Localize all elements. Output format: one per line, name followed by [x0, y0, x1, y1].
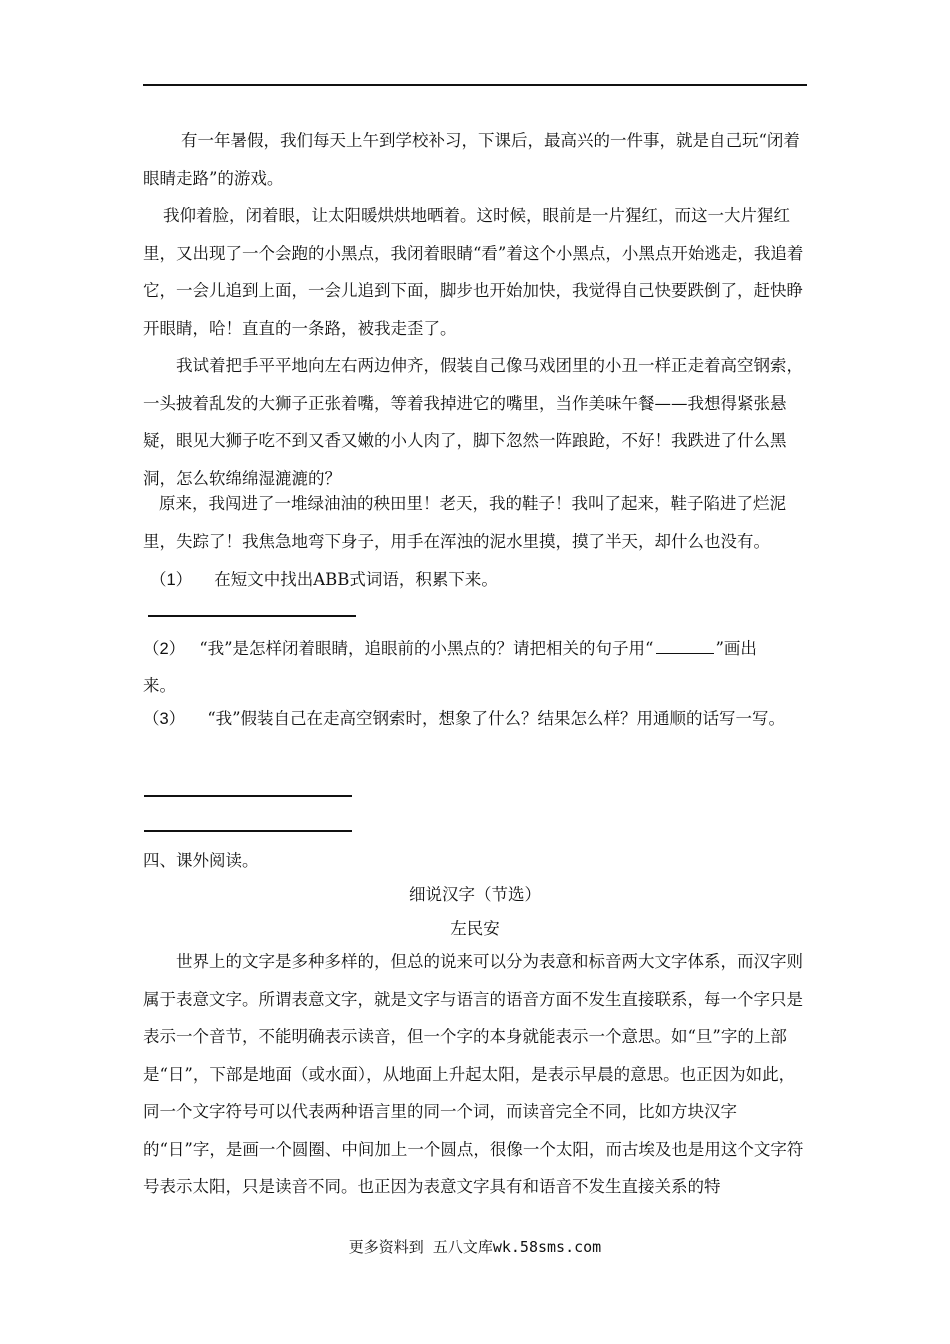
article-title: 细说汉字（节选） — [409, 885, 541, 904]
header-rule — [143, 84, 807, 86]
section-4-heading: 四、课外阅读。 — [143, 851, 259, 870]
passage1-paragraph-4: 原来，我闯进了一堆绿油油的秧田里！老天，我的鞋子！我叫了起来，鞋子陷进了烂泥里，失踪了！我焦急地弯下身子，用手在浑浊的泥水里摸，摸了半天，却什么也没有。 — [143, 494, 786, 551]
passage1-paragraph-2: 我仰着脸，闭着眼，让太阳暖烘烘地晒着。这时候，眼前是一片猩红，而这一大片猩红里，又出现了一个会跑的小黑点，我闭着眼睛“看”着这个小黑点，小黑点开始逃走，我追着它，一会儿追到上面，一会儿追到下面，脚步也开始加快，我觉得自己快要跌倒了，赶快睁开眼睛，哈！直直的一条路，被我走歪了。 — [143, 206, 804, 338]
underline-mark-sample — [656, 639, 714, 654]
question-1 — [150, 561, 830, 600]
passage1-paragraph-1: 有一年暑假，我们每天上午到学校补习，下课后，最高兴的一件事，就是自己玩“闭着眼睛走路”的游戏。 — [143, 131, 800, 188]
question-3-number: （3） — [143, 710, 186, 728]
article-paragraph-1: 世界上的文字是多种多样的，但总的说来可以分为表意和标音两大文字体系，而汉字则属于表意文字。所谓表意文字，就是文字与语言的语音方面不发生直接联系，每一个字只是表示一个音节，不能明确表示读音，但一个字的本身就能表示一个意思。如“旦”字的上部是“日”，下部是地面（或水面），从地面上升起太阳，是表示早晨的意思。也正因为如此，同一个文字符号可以代表两种语言里的同一个词，而读音完全不同，比如方块汉字的“日”字，是画一个圆圈、中间加上一个圆点，很像一个太阳，而古埃及也是用这个文字符号表示太阳，只是读音不同。也正因为表意文字具有和语音不发生直接关系的特 — [143, 952, 804, 1196]
question-2-continued: 来。 — [143, 676, 176, 695]
footer-text: 更多资料到 五八文库wk.58sms.com — [348, 1238, 602, 1256]
answer-line-q3-2[interactable] — [144, 830, 352, 832]
question-3 — [143, 700, 823, 739]
answer-line-q1[interactable] — [148, 615, 356, 617]
passage1-paragraph-3: 我试着把手平平地向左右两边伸齐，假装自己像马戏团里的小丑一样正走着高空钢索，一头披着乱发的大狮子正张着嘴，等着我掉进它的嘴里，当作美味午餐——我想得紧张悬疑，眼见大狮子吃不到又香又嫩的小人肉了，脚下忽然一阵踉跄，不好！我跌进了什么黑洞，怎么软绵绵湿漉漉的？ — [143, 356, 803, 488]
question-2-text: “我”是怎样闭着眼睛，追眼前的小黑点的？请把相关的句子用“ — [199, 639, 654, 658]
answer-line-q3-1[interactable] — [144, 795, 352, 797]
question-2 — [143, 630, 823, 669]
question-2-number: （2） — [143, 640, 186, 658]
question-2-text-end: ”画出 — [715, 639, 757, 658]
article-author: 左民安 — [450, 919, 500, 938]
question-3-text: “我”假装自己在走高空钢索时，想象了什么？结果怎么样？用通顺的话写一写。 — [207, 709, 786, 728]
question-1-number: （1） — [150, 571, 193, 589]
question-1-text: 在短文中找出ABB式词语，积累下来。 — [214, 570, 498, 589]
